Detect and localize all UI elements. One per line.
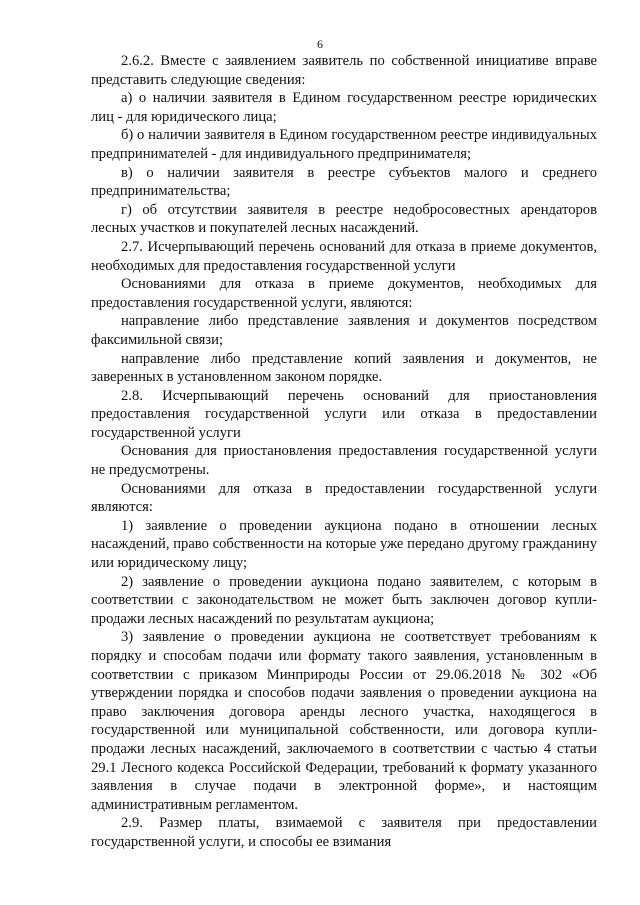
page-number: 6 bbox=[317, 37, 323, 51]
document-body bbox=[91, 52, 597, 852]
paragraph-suspension: Основания для приостановления предоставления государственной услуги не предусмотрены. bbox=[91, 443, 597, 479]
list-item-fax: направление либо представление заявления и документов посредством факсимильной связи; bbox=[91, 313, 597, 348]
list-item-g: г) об отсутствии заявителя в реестре недобросовестных арендаторов лесных участков и покупателей лесных насаждений. bbox=[91, 201, 597, 237]
paragraph-refusal-grounds: Основаниями для отказа в приеме документов, необходимых для предоставления государственной услуги, являются: bbox=[91, 276, 597, 311]
list-item-a: а) о наличии заявителя в Едином государственном реестре юридических лиц - для юридического лица; bbox=[91, 90, 597, 125]
section-heading-2-8: 2.8. Исчерпывающий перечень оснований для приостановления предоставления государственной услуги или отказа в предоставлении государственной услуги bbox=[91, 387, 597, 441]
paragraph-2-6-2: 2.6.2. Вместе с заявлением заявитель по собственной инициативе вправе представить следующие сведения: bbox=[91, 53, 597, 88]
list-item-2: 2) заявление о проведении аукциона подано заявителем, с которым в соответствии с законодательством не может быть заключен договор купли-продажи лесных насаждений по результатам аукциона; bbox=[91, 573, 597, 627]
section-heading-2-9: 2.9. Размер платы, взимаемой с заявителя при предоставлении государственной услуги, и способы ее взимания bbox=[91, 815, 597, 850]
list-item-v: в) о наличии заявителя в реестре субъектов малого и среднего предпринимательства; bbox=[91, 164, 597, 200]
paragraph-refusal-service: Основаниями для отказа в предоставлении государственной услуги являются: bbox=[91, 480, 597, 516]
list-item-3: 3) заявление о проведении аукциона не соответствует требованиям к порядку и способам подачи или формату такого заявления, установленным в соответствии с приказом Минприроды России от 29.06.2018 № 302 «Об утверждении порядка и способов подачи заявления о проведении аукциона на право заключения договора аренды лесного участка, находящегося в государственной или муниципальной собственности, или договора купли-продажи лесных насаждений, заключаемого в соответствии с частью 4 статьи 29.1 Лесного кодекса Российской Федерации, требований к формату указанного заявления в случае подачи в электронной форме», и настоящим административным регламентом. bbox=[91, 629, 597, 813]
section-heading-2-7: 2.7. Исчерпывающий перечень оснований для отказа в приеме документов, необходимых для предоставления государственной услуги bbox=[91, 238, 597, 274]
list-item-1: 1) заявление о проведении аукциона подано в отношении лесных насаждений, право собственности на которые уже передано другому гражданину или юридическому лицу; bbox=[91, 517, 597, 572]
list-item-b: б) о наличии заявителя в Едином государственном реестре индивидуальных предпринимателей - для индивидуального предпринимателя; bbox=[91, 127, 597, 162]
list-item-copies: направление либо представление копий заявления и документов, не заверенных в установленном законом порядке. bbox=[91, 350, 597, 386]
